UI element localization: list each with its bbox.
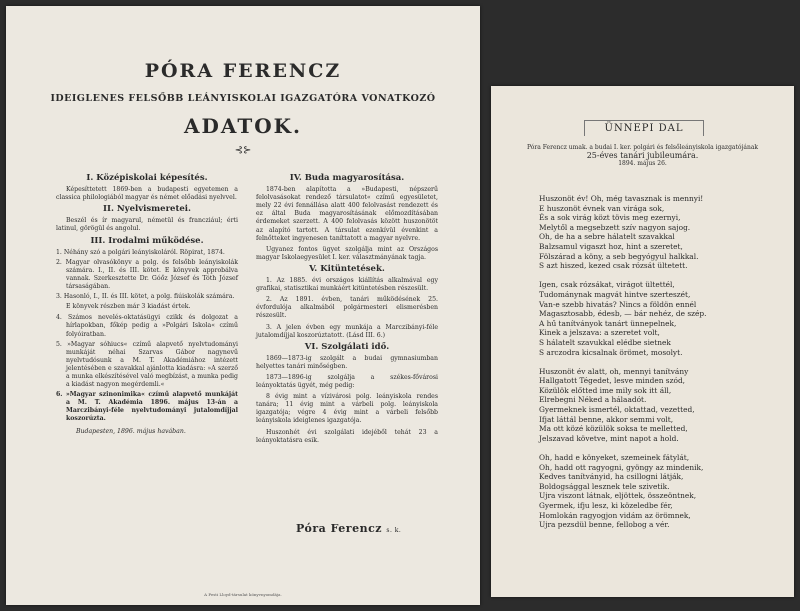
poem-line: Huszonöt év alatt, oh, mennyi tanítvány (539, 366, 689, 376)
poem-line: Közülök előtted ime mily sok itt áll, (539, 385, 672, 395)
poem-line: Ma ott közé közülök soksa te melletted, (539, 424, 688, 434)
section-heading-2: II. Nyelvismeretei. (103, 204, 191, 215)
list-item: 2. Magyar olvasókönyv a polg. és felsőbb leányiskolák számára. I., II. és III. kötet. E könyvek approbálva vannak. Szerkesztette Dr. Góőz József és Tóth József társaságában. (56, 258, 238, 291)
poem-line: És a sok virág közt tövis meg ezernyi, (539, 213, 681, 223)
poem-line: Kinek a jelszava: a szeretet volt, (539, 328, 660, 338)
poem-line: Homlokán ragyogjon vidám az örömnek, (539, 510, 691, 520)
poem-subtitle-line1: Póra Ferencz umak. a budai I. ker. polgári és felsőleányiskola igazgatójának (526, 144, 759, 151)
poem-line: A hű tanítványok tanárt ünnepelnek, (539, 318, 677, 328)
poem-line: Ujra viszont látnak, eljöttek, összeöntnek, (539, 491, 697, 501)
list-item-bold: 6. »Magyar szinonimika« czímű alapvető munkáját a M. T. Akadémia 1896. május 13-án a Marczibányi-féle nyelvtudományi jutalomdíjjal koszorúzta. (56, 391, 238, 423)
header-name: PÓRA FERENCZ (144, 60, 342, 82)
ornament: ⊰⊱ (234, 145, 252, 156)
section-heading-3: III. Irodalmi működése. (90, 235, 204, 246)
poem-title: ÜNNEPI DAL (584, 120, 704, 136)
section-heading-5: V. Kitüntetések. (309, 263, 385, 274)
list-item: 1873—1896-ig szolgálja a székes-fővárosi leányoktatás ügyét, még pedig: (256, 373, 438, 390)
poem-line: Gyermeknek ismertél, oktattad, vezetted, (539, 405, 695, 415)
poem-line: Oh, de ha a sebre hálatelt szavakkal (539, 232, 675, 242)
signature-suffix: s. k. (386, 527, 402, 534)
poem-stanza (539, 194, 779, 271)
list-item: 1. Az 1885. évi országos kiállítás alkalmával egy grafikai, statisztikai munkáért kitüntetésben részesült. (256, 277, 438, 293)
list-item: Huszonhét évi szolgálati idejéből tehát 23 a leányoktatásra esik. (256, 428, 438, 444)
poem-line: Huszonöt év! Oh, még tavasznak is mennyi! (539, 194, 704, 203)
left-document-sheet (6, 6, 480, 605)
list-item: 5. »Magyar sóhiucs« czímű alapvető nyelvtudományi munkáját néhai Szarvas Gábor nagynevű nyelvtudósunk a M. T. Akadémiához intézett jelentésében e szavakkal ajánlotta kiadásra: »A szerző a munka elkészítésével való megbízást, a munka pedig a kiadást nagyon megérdemli.« (56, 340, 238, 389)
poem-line: Boldogsággal lesznek tele szivetik. (539, 481, 670, 491)
poem-line: Igen, csak rózsákat, virágot ültettél, (539, 280, 675, 290)
right-document-sheet (491, 86, 794, 597)
poem-line: Tudománynak magvát hintve szerteszét, (539, 289, 691, 299)
section-heading-4: IV. Buda magyarosítása. (289, 173, 405, 183)
signature-name: Póra Ferencz (296, 522, 383, 535)
poem-date: 1894. május 26. (618, 160, 667, 167)
poem-line: Van-e szebb hivatás? Nincs a földön ennél (539, 299, 697, 309)
poem-stanza (539, 280, 779, 357)
left-column (56, 171, 238, 436)
poem-line: Gyermek, ifju lesz, ki közeledbe fér, (539, 501, 673, 510)
list-item: 4. Számos nevelés-oktatásügyi czikk és dolgozat a hírlapokban, főkép pedig a »Polgári Iskola« czímű folyóiratban. (56, 314, 238, 338)
poem-line: Ujra pezsdül benne, fellobog a vér. (539, 520, 670, 530)
section-text-4b: Ugyanez fontos ügyet szolgálja mint az Országos magyar Iskolaegyesület I. ker. választmányának tagja. (256, 245, 438, 261)
poem-line: Fölszárad a köny, a seb begyógyul halkkal. (539, 251, 699, 261)
section-text-1: Képesíttetett 1869-ben a budapesti egyetemen a classica philologiából magyar és német előadási nyelvvel. (56, 186, 238, 202)
poem-line: Hallgatott Tégedet, lesve minden szód, (539, 376, 686, 386)
poem-line: E huszonöt évnek van virága sok, (539, 203, 665, 213)
list-item: 8 évig mint a vízivárosi polg. leányiskola rendes tanára; 11 évig mint a várbeli polg. leányiskola igazgatója; végre 4 évig mint a várbeli felsőbb leányiskola ideiglenes igazgatója. (256, 393, 438, 425)
poem-subtitle-line2: 25-éves tanári jubileumára. (586, 151, 699, 160)
list-item: 3. Hasonló, I., II. és III. kötet, a polg. fiúiskolák számára. (56, 293, 235, 301)
section-text-2: Beszél és ír magyarul, németül és francziául; érti latinul, görögül és angolul. (56, 217, 238, 233)
poem-line: S hálatelt szavukkal elédbe sietnek (539, 337, 671, 347)
section-heading-1: I. Középiskolai képesítés. (86, 173, 208, 183)
printer-imprint: A Pesti Lloyd-társulat könyvnyomdája. (204, 592, 282, 597)
poem-stanza (539, 453, 779, 530)
list-note: E könyvek részben már 3 kiadást értek. (66, 303, 191, 311)
right-column (256, 171, 438, 448)
list-item: 1. Néhány szó a polgári leányiskoláról. Röpirat, 1874. (56, 248, 225, 256)
signature (296, 522, 401, 535)
poem-line: Balzsamul vigaszt hoz, hint a szeretet, (539, 241, 683, 251)
poem-line: Oh, hadd e könyeket, szemeinek fátylát, (539, 453, 690, 463)
poem-body (539, 194, 779, 539)
poem-line: Ifjat láttál benne, akkor semmi volt, (539, 414, 674, 424)
list-item: 3. A jelen évben egy munkája a Marczibányi-féle jutalomdíjjal koszorúztatott. (Lásd III. 6.) (256, 323, 438, 339)
poem-line: Elrebegni Néked a hálaadót. (539, 395, 647, 405)
poem-line: S azt hiszed, kezed csak rózsát ültetett. (539, 261, 688, 271)
poem-line: Kedves tanítványid, ha csillogni látják, (539, 472, 684, 482)
poem-line: Oh, hadd ott ragyogni, gyöngy az mindenik, (539, 462, 704, 472)
place-date: Budapesten, 1896. május havában. (76, 427, 186, 435)
header-subtitle: IDEIGLENES FELSŐBB LEÁNYISKOLAI IGAZGATÓRA VONATKOZÓ (50, 93, 436, 104)
poem-line: S arczodra kicsalnak örömet, mosolyt. (539, 347, 683, 357)
list-item: 2. Az 1891. évben, tanári működésének 25. évfordulója alkalmából polgármesteri elismerésben részesült. (256, 296, 438, 320)
document-title: ADATOK. (184, 114, 302, 138)
poem-line: Melytől a megsebzett szív nagyon sajog. (539, 222, 691, 232)
list-item: 1869—1873-ig szolgált a budai gymnasiumban helyettes tanári minőségben. (256, 354, 438, 370)
poem-line: Magasztosabb, édesb, — bár nehéz, de szép. (539, 309, 707, 319)
poem-stanza (539, 367, 779, 444)
section-text-4: 1874-ben alapította a »Budapesti, népszerű felolvasásokat rendező társulatot« czímű egyesületet, mely 22 évi fennállása alatt 400 felolvasást rendezett és ez által Buda magyarosításának előmozdításában érdemeket szerzett. A 400 felolvasás között huszonötöt az alapító tartott. A társulat ezenkívül évenkint a felnőtteket ingyenesen taníttatott a magyar nyelvre. (256, 186, 438, 242)
poem-subtitle (511, 144, 774, 168)
poem-line: Jelszavad követve, mint napot a hold. (539, 433, 679, 443)
section-heading-6: VI. Szolgálati idő. (304, 341, 390, 352)
